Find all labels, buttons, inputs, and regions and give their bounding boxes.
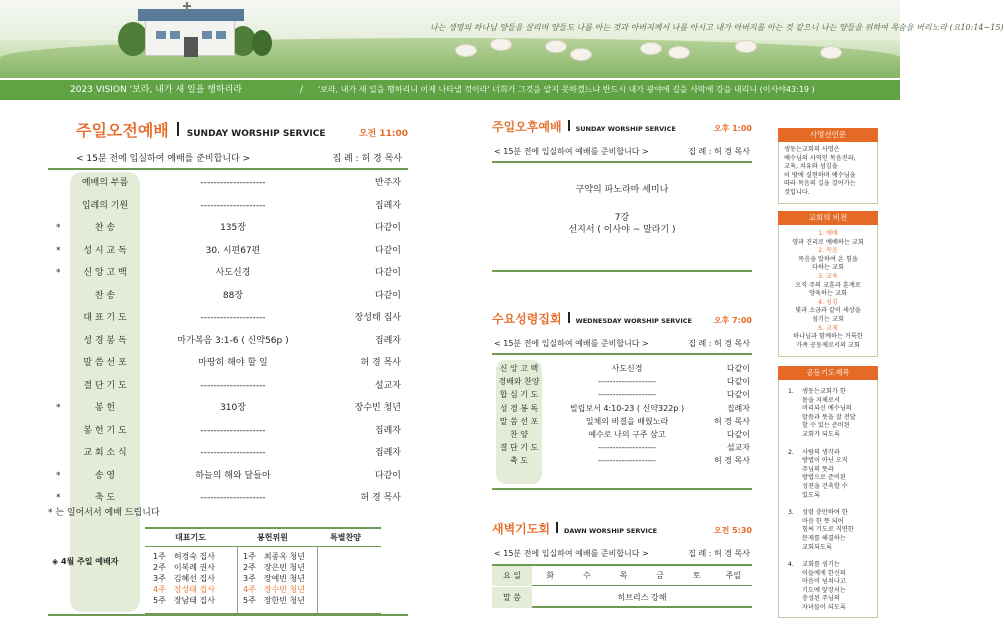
order-row [492, 362, 752, 375]
section-title: 수요성령집회 [492, 312, 562, 326]
item-leader: 다같이 [374, 290, 401, 301]
header-verse: 나는 생명의 하나님 양들을 살리며 양들도 나를 아는 것과 아버지께서 나를 아시고 내가 아버지를 아는 것 같으니 나는 양들을 위하여 목숨을 버리노라 (요10:14~15) [430, 23, 1004, 32]
sermon-title: 히브리스 강해 [617, 593, 667, 602]
standing-mark: * [56, 245, 61, 256]
dawn-table [492, 564, 752, 608]
item-name: 결 단 기 도 [499, 443, 539, 453]
week-label: 1주 [153, 552, 166, 561]
mission-line: 예수님의 사역인 목음전파, [784, 154, 856, 162]
item-content: 마땅히 해야 할 일 [198, 358, 268, 368]
week-label: 2주 [153, 563, 166, 572]
april-worshipers-table [145, 527, 381, 615]
standing-note: * 는 일어서서 예배 드립니다 [48, 508, 160, 518]
prayer-name: 김혜선 집사 [173, 574, 216, 583]
item-content: 빌립보서 4:10-23 ( 신약322p ) [569, 403, 685, 413]
prepare-line [48, 148, 408, 170]
prayer-list [779, 380, 877, 626]
section-title-en: DAWN WORSHIP SERVICE [563, 527, 658, 535]
service-time: 오전 11:00 [358, 129, 408, 139]
section-title: 주일오전예배 [76, 121, 169, 140]
day-cell: 수 [583, 571, 591, 580]
wednesday-rows [492, 362, 752, 468]
prayer-line: 문제를 해결하는 [802, 534, 846, 542]
order-row [48, 172, 408, 195]
item-content: 마가복음 3:1-6 ( 신약56p ) [177, 335, 289, 346]
sheep-icon [545, 40, 567, 53]
vision-box [778, 211, 878, 357]
order-row [48, 465, 408, 488]
prayer-line: 성령 충만하여 한 [802, 509, 848, 517]
prepare-note: < 15분 전에 입실하여 예배를 준비합니다 > [76, 154, 251, 164]
afternoon-heading [492, 118, 752, 144]
vision-item-text: 오직 주의 교훈과 훈계로 [795, 281, 861, 289]
item-content: -------------------- [200, 493, 266, 503]
prayer-entry [153, 551, 215, 562]
section-title: 새벽기도회 [492, 522, 550, 536]
item-name: 찬 송 [94, 223, 116, 233]
order-row [48, 285, 408, 308]
item-content: -------------------- [200, 448, 266, 458]
order-row [48, 330, 408, 353]
service-time: 오후 1:00 [713, 124, 752, 133]
item-leader: 허 경 목사 [714, 456, 750, 466]
sheep-icon [640, 42, 662, 55]
tree-icon [252, 30, 272, 56]
tree-icon [118, 22, 148, 56]
offering-entry [243, 551, 305, 562]
section-title-en: WEDNESDAY WORSHIP SERVICE [575, 317, 692, 325]
item-leader: 장수빈 청년 [354, 403, 401, 413]
order-row [48, 307, 408, 330]
item-content: -------------------- [598, 443, 656, 453]
mission-line: 교육, 치유와 섬김을 [784, 163, 838, 171]
day-cell: 주일 [725, 571, 742, 580]
section-title-en: SUNDAY WORSHIP SERVICE [186, 129, 326, 139]
prayer-number: 2. [788, 448, 794, 456]
prepare-line [492, 144, 752, 163]
item-content: 88장 [222, 290, 244, 301]
prepare-line [492, 546, 752, 563]
item-leader: 집례자 [374, 335, 401, 346]
vision-list [779, 225, 877, 355]
vision-bar [0, 80, 900, 100]
vision-item-text: 양육하는 교회 [809, 290, 847, 298]
item-name: 성 경 봉 독 [499, 403, 539, 413]
item-name: 송 영 [94, 470, 116, 481]
item-content: 사도신경 [611, 364, 643, 373]
order-row [48, 352, 408, 375]
vision-item-title: 1. 예배 [818, 230, 838, 237]
vision-item-title: 2. 목음 [818, 247, 838, 255]
week-label: 4주 [243, 585, 256, 594]
item-leader: 다같이 [374, 245, 401, 256]
wednesday-service [492, 310, 752, 490]
mission-line: 이 땅에 실현하며 예수님을 [784, 171, 856, 179]
wednesday-order [492, 358, 752, 490]
vision-item-title: 4. 섬김 [818, 298, 838, 306]
order-row [48, 262, 408, 285]
item-leader: 집례자 [374, 448, 401, 458]
standing-mark: * [56, 223, 61, 233]
presider: 집 례 : 허 경 목사 [688, 549, 750, 558]
item-name: 신 앙 고 백 [83, 268, 127, 278]
seminar-topic: 선지서 ( 이사야 ~ 말라기 ) [568, 225, 676, 235]
prayer-line: 자녀들이 되도록 [802, 604, 846, 612]
prayer-line: 이들에게 한신의 [802, 569, 846, 577]
prayer-list [153, 551, 215, 606]
item-leader: 다같이 [374, 223, 401, 233]
offering-name: 최종옥 청년 [263, 552, 306, 561]
header-prayer: 대표기도 [175, 533, 206, 542]
section-title: 주일오후예배 [492, 120, 562, 134]
offering-name: 장은빈 청년 [263, 563, 306, 572]
order-of-worship [48, 172, 408, 510]
item-content: -------------------- [200, 200, 266, 211]
mission-line: 것입니다. [784, 188, 810, 196]
item-name: 봉 헌 [94, 403, 116, 413]
title-divider [568, 312, 570, 323]
item-leader: 집례자 [374, 425, 401, 436]
prayer-line: 교회가 되도록 [802, 430, 840, 438]
week-label: 5주 [243, 596, 256, 605]
item-name: 말 씀 선 포 [499, 416, 539, 426]
item-leader: 집례자 [374, 200, 401, 211]
mission-text [779, 142, 877, 202]
morning-service [48, 118, 408, 518]
sheep-icon [490, 38, 512, 51]
prayer-line: 사람의 생각과 [802, 448, 840, 456]
order-row [48, 420, 408, 443]
prayer-line: 힘써 기도로 직면한 [802, 526, 854, 534]
order-row [48, 240, 408, 263]
vision-title: 2023 VISION '보라, 내가 새 일을 행하리라 [70, 85, 243, 95]
item-leader: 허 경 목사 [714, 416, 750, 426]
offering-entry [243, 595, 305, 606]
sheep-icon [455, 44, 477, 57]
afternoon-content [492, 166, 752, 272]
church-building-icon [145, 18, 235, 56]
prayer-line: 교회되도록 [802, 543, 832, 551]
item-leader: 다같이 [726, 364, 750, 373]
order-row [48, 195, 408, 218]
dawn-heading [492, 520, 752, 546]
week-label: 3주 [243, 574, 256, 583]
order-row [492, 402, 752, 415]
standing-mark: * [56, 470, 61, 481]
item-name: 신 앙 고 백 [499, 364, 539, 373]
item-leader: 다같이 [374, 268, 401, 278]
vision-verse: '보라, 내가 새 일을 행하리니 이제 나타낼 것이라' 너희가 그것을 알지 못하겠느냐 반드시 내가 광야에 길을 사막에 강을 내리니 (이사야43:19 ) [318, 85, 815, 94]
order-row [492, 454, 752, 467]
standing-mark: * [56, 268, 61, 278]
offering-list [243, 551, 305, 606]
sheep-icon [735, 40, 757, 53]
title-divider [568, 120, 570, 131]
prayer-line: 머리되신 예수님의 [802, 405, 852, 413]
item-content: 30. 시편67편 [205, 245, 261, 256]
header-offering: 봉헌위원 [257, 533, 288, 542]
header-banner [0, 0, 1004, 78]
item-content: -------------------- [200, 313, 266, 323]
prayer-line: 방법으로 준비된 [802, 474, 846, 482]
item-leader: 다같이 [726, 390, 750, 400]
morning-heading [48, 118, 408, 146]
vision-item-text: 영과 진리로 예배하는 교회 [792, 238, 864, 246]
item-content: -------------------- [200, 178, 266, 188]
item-content: 일체의 비결을 배웠노라 [585, 416, 669, 426]
prayer-entry [153, 595, 215, 606]
standing-mark: * [56, 493, 61, 503]
item-content: 135장 [220, 223, 246, 233]
vision-box-title: 교회의 비전 [778, 211, 878, 225]
sermon-label: 말 씀 [492, 587, 532, 608]
section-title-en: SUNDAY WORSHIP SERVICE [575, 125, 676, 133]
seminar-lecture: 7강 [614, 213, 630, 223]
presider: 집 례 : 허 경 목사 [688, 147, 750, 156]
prayer-entry [153, 562, 215, 573]
item-leader: 설교자 [374, 380, 401, 391]
item-content: -------------------- [598, 456, 656, 466]
prepare-note: < 15분 전에 입실하여 예배를 준비합니다 > [494, 339, 649, 348]
wednesday-heading [492, 310, 752, 336]
prayer-entry [153, 584, 215, 595]
prayer-entry [153, 573, 215, 584]
item-name: 예배의 부름 [81, 178, 129, 188]
header-special-praise: 특별찬양 [330, 533, 361, 542]
item-content: 예수로 나의 구주 삼고 [588, 429, 666, 439]
week-label: 3주 [153, 574, 166, 583]
prayer-name: 허경숙 집사 [173, 552, 216, 561]
offering-entry [243, 573, 305, 584]
prayer-line: 할 수 있는 준비된 [802, 422, 850, 430]
order-row [48, 375, 408, 398]
prayer-line: 교회를 섬기는 [802, 561, 840, 569]
vision-item-text: 다하는 교회 [812, 264, 844, 272]
vision-item-text: 섬기는 교회 [812, 315, 844, 323]
standing-mark: * [56, 403, 61, 413]
mission-box [778, 128, 878, 204]
prayer-line: 생동는교회가 한 [802, 388, 846, 395]
item-content: -------------------- [598, 377, 656, 387]
item-content: -------------------- [598, 390, 656, 400]
prayer-number: 1. [788, 388, 794, 395]
seminar-title: 구약의 파노라마 세미나 [575, 185, 669, 195]
item-name: 결 단 기 도 [83, 380, 127, 391]
mission-title: 사명선언문 [778, 128, 878, 142]
prayer-line: 말씀과 뜻을 잘 전달 [802, 413, 856, 421]
item-leader: 장성태 집사 [354, 313, 401, 323]
service-time: 오전 5:30 [713, 526, 752, 535]
prayer-line: 마음 한 뜻 되어 [802, 517, 844, 525]
item-content: 310장 [220, 403, 246, 413]
vision-item-text: 빛과 소금과 같이 세상을 [795, 307, 861, 315]
prayer-line: 주님의 뜻과 [802, 465, 834, 473]
day-cell: 목 [619, 571, 628, 580]
order-row [492, 388, 752, 401]
item-name: 축 도 [94, 493, 116, 503]
offering-name: 장수빈 청년 [263, 585, 306, 594]
week-label: 5주 [153, 596, 166, 605]
prayer-number: 3. [788, 509, 794, 517]
prayer-line: 마음이 넘쳐나고 [802, 578, 846, 586]
dawn-service [492, 520, 752, 620]
prayer-item [784, 449, 872, 501]
prepare-note: < 15분 전에 입실하여 예배를 준비합니다 > [494, 147, 649, 156]
offering-entry [243, 562, 305, 573]
item-name: 찬 양 [510, 429, 528, 439]
offering-name: 장예빈 청년 [263, 574, 306, 583]
item-leader: 허 경 목사 [360, 358, 401, 368]
item-leader: 다같이 [374, 470, 401, 481]
title-divider [177, 122, 179, 136]
order-row [492, 441, 752, 454]
vision-item-title: 5. 교제 [818, 324, 838, 332]
order-row [48, 442, 408, 465]
week-label: 4주 [153, 585, 166, 594]
prepare-note: < 15분 전에 입실하여 예배를 준비합니다 > [494, 549, 649, 558]
prayer-line: 기도에 앞장서는 [802, 586, 846, 594]
dawn-days-row [492, 566, 752, 586]
offering-entry [243, 584, 305, 595]
order-row [492, 428, 752, 441]
title-divider [556, 522, 558, 533]
vision-item-text: 가족 공동체로서의 교회 [796, 341, 860, 349]
cross-icon [186, 2, 188, 14]
item-leader: 설교자 [726, 443, 750, 453]
item-name: 교 회 소 식 [83, 448, 127, 458]
prayer-name: 이복례 권사 [173, 563, 216, 572]
item-name: 입례의 기원 [81, 200, 129, 211]
item-content: 사도신경 [215, 268, 251, 278]
prayer-line: 있도록 [802, 491, 820, 499]
prayer-item [784, 388, 872, 440]
item-leader: 허 경 목사 [360, 493, 401, 503]
vision-separator: / [300, 85, 304, 95]
item-leader: 다같이 [726, 377, 750, 387]
april-worshipers-label: ◈ 4월 주일 예배자 [52, 557, 119, 566]
item-content: 하늘의 해와 달들아 [195, 470, 271, 481]
prayer-number: 4. [788, 561, 794, 569]
order-row [48, 397, 408, 420]
vision-item-text: 하나님과 함께하는 거룩한 [793, 333, 863, 341]
sheep-icon [570, 48, 592, 61]
order-row [492, 375, 752, 388]
prayer-box [778, 366, 878, 618]
day-cell: 금 [656, 571, 664, 580]
service-time: 오후 7:00 [713, 316, 752, 325]
item-name: 찬 송 [94, 290, 116, 301]
sheep-icon [668, 46, 690, 59]
prayer-box-title: 공동기도제목 [778, 366, 878, 380]
item-leader: 반주자 [374, 178, 401, 188]
prepare-line [492, 336, 752, 355]
order-row [492, 415, 752, 428]
item-name: 축 도 [510, 456, 528, 466]
week-label: 2주 [243, 563, 256, 572]
day-cell: 토 [692, 571, 701, 580]
prayer-name: 장성태 집사 [173, 585, 216, 594]
day-cell: 화 [546, 571, 555, 580]
sheep-icon [820, 46, 842, 59]
order-row [48, 217, 408, 240]
presider: 집 례 : 허 경 목사 [688, 339, 750, 348]
mission-line: 생동는교회의 사명은 [784, 146, 840, 153]
vision-item-title: 3. 교육 [818, 272, 838, 280]
prayer-line: 성전을 건축할 수 [802, 482, 848, 490]
item-name: 경배와 찬양 [498, 377, 540, 387]
item-leader: 다같이 [726, 429, 750, 439]
item-name: 말 씀 선 포 [83, 358, 127, 368]
item-content: -------------------- [200, 380, 266, 391]
dawn-sermon-row [492, 587, 752, 608]
afternoon-service [492, 118, 752, 278]
item-content: -------------------- [200, 425, 266, 436]
prayer-line: 충성된 주님의 [802, 595, 840, 603]
mission-line: 따라 목음의 길을 걸어가는 [784, 180, 856, 188]
item-name: 합 심 기 도 [499, 390, 539, 400]
prayer-line: 방법이 아닌 오직 [802, 457, 848, 465]
offering-name: 장한빈 청년 [263, 596, 306, 605]
item-name: 대 표 기 도 [83, 313, 127, 323]
prayer-name: 장남태 집사 [173, 596, 216, 605]
prayer-item [784, 509, 872, 552]
item-name: 성 경 봉 독 [83, 335, 127, 346]
item-name: 봉 헌 기 도 [83, 425, 127, 436]
presider: 집 례 : 허 경 목사 [332, 154, 402, 164]
prayer-line: 몸을 지체로서 [802, 396, 840, 404]
vision-item-text: 목음을 알하여 온 힘을 [798, 255, 858, 263]
item-leader: 집례자 [726, 403, 750, 413]
week-label: 1주 [243, 552, 256, 561]
item-name: 성 시 교 독 [83, 245, 127, 256]
day-label: 요 일 [492, 566, 532, 586]
prayer-item [784, 561, 872, 613]
